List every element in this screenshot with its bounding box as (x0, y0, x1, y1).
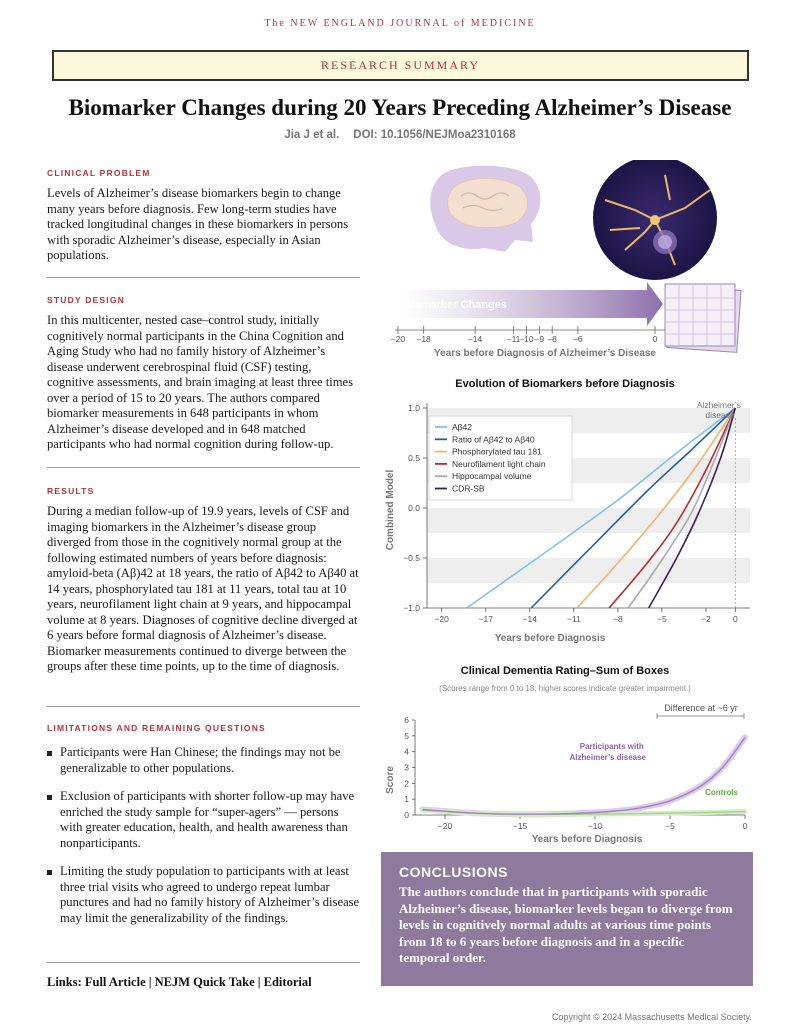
study-design-heading: STUDY DESIGN (47, 295, 126, 305)
y-axis-label: Combined Model (385, 469, 396, 551)
conclusions-box (381, 852, 753, 986)
timeline-tick-label: –9 (534, 334, 545, 344)
x-tick-label: 0 (732, 614, 738, 624)
chart-title: Clinical Dementia Rating–Sum of Boxes (460, 665, 670, 677)
y-tick-label: 0 (404, 810, 409, 820)
chart-legend (429, 416, 572, 500)
conclusions-heading: CONCLUSIONS (399, 864, 508, 880)
timeline-tick-label: –18 (416, 334, 431, 344)
chart-title: Evolution of Biomarkers before Diagnosis (455, 378, 675, 390)
y-tick-label: 2 (404, 778, 409, 789)
clinical-problem-text: Levels of Alzheimer’s disease biomarkers begin to change many years before diagnosis. Few long-term studies have tracked longitudinal changes in these biomarkers in persons with sporadic Alzheimer’s disease, especially in Asian populations. (47, 186, 349, 262)
y-tick-label: 3 (404, 762, 409, 773)
journal-masthead: The NEW ENGLAND JOURNAL of MEDICINE (264, 18, 536, 29)
x-tick-label: −2 (701, 614, 711, 624)
difference-label: Difference at ~6 yr (664, 703, 738, 713)
x-tick-label: −14 (522, 614, 537, 624)
x-tick-label: −5 (657, 614, 667, 624)
y-tick-label: 1 (404, 794, 409, 805)
doi-link[interactable]: DOI: 10.1056/NEJMoa2310168 (353, 129, 516, 141)
clinical-problem-heading: CLINICAL PROBLEM (47, 168, 151, 178)
calendar-icon (665, 284, 741, 352)
annotation-line-1: Alzheimer’s (696, 400, 741, 410)
clinical-problem-section (47, 168, 360, 264)
x-tick-label: −11 (566, 614, 581, 624)
neuron-illustration (593, 160, 717, 280)
x-tick-label: −15 (512, 821, 528, 831)
series-label-controls: Controls (705, 788, 738, 797)
timeline-tick-label: –20 (390, 334, 406, 344)
section-divider (47, 467, 360, 468)
legend-label: Phosphorylated tau 181 (452, 446, 542, 457)
series-label-ad (570, 742, 647, 762)
limitation-item: Participants were Han Chinese; the findings may not be generalizable to other populations. (47, 745, 360, 776)
legend-label: Aβ42 (452, 422, 473, 432)
x-tick-label: −20 (434, 614, 449, 624)
annotation-line-2: disease (705, 410, 735, 420)
y-tick-label: 6 (404, 715, 409, 725)
chart-subtitle: (Scores range from 0 to 18; higher scores indicate greater impairment.) (439, 684, 691, 693)
x-tick-label: −5 (665, 821, 675, 831)
section-divider (47, 277, 360, 278)
limitation-item: Exclusion of participants with shorter follow-up may have enriched the study sample for “super-agers” — persons with greater education, health, and health awareness than nonparticipants. (47, 789, 360, 851)
timeline-axis-label: Years before Diagnosis of Alzheimer’s Disease (434, 348, 656, 359)
legend-label: Neurofilament light chain (452, 458, 546, 469)
y-tick-label: 1.0 (408, 403, 420, 413)
page-title: Biomarker Changes during 20 Years Preceding Alzheimer’s Disease (68, 95, 732, 120)
research-summary-banner: RESEARCH SUMMARY (52, 50, 749, 81)
y-tick-label: −1.0 (403, 603, 420, 613)
legend-label: CDR-SB (452, 483, 485, 494)
difference-bracket (657, 703, 744, 719)
x-axis-label: Years before Diagnosis (531, 834, 643, 845)
results-text: During a median follow-up of 19.9 years, levels of CSF and imaging biomarkers in the Alzheimer’s disease group diverged from those in the cognitively normal group at the following estimated numbers of years before diagnosis: amyloid-beta (Aβ)42 at 18 years, the ratio of Aβ42 to Aβ40 at 14 years, phosphorylated tau 181 at 11 years, total tau at 10 years, neurofilament light chain at 9 years, and hippocampal volume at 8 years. Diagnoses of cognitive decline diverged at 6 years before formal diagnosis of Alzheimer’s disease. Biomarker measurements continued to diverge between the groups after these time points, up to the time of diagnosis. (47, 504, 359, 673)
section-divider (47, 706, 360, 707)
series-label-ad-line-2: Alzheimer’s disease (569, 753, 646, 762)
timeline-tick-label: –8 (547, 334, 557, 344)
study-design-section (47, 295, 360, 453)
byline (0, 129, 800, 141)
timeline-tick-label: –10 (519, 334, 534, 344)
article-links[interactable]: Links: Full Article | NEJM Quick Take | Editorial (47, 975, 312, 989)
timeline-graphic (391, 282, 741, 359)
study-design-text: In this multicenter, nested case–control study, initially cognitively normal participants in the China Cognition and Aging Study who had no family history of Alzheimer’s disease underwent cerebrospinal fluid (CSF) testing, cognitive assessments, and brain imaging at least three times over a period of 15 to 20 years. The authors compared biomarker measurements in 648 participants in whom Alzheimer’s disease developed and in 648 matched participants who had normal cognition during follow-up. (47, 313, 354, 451)
limitations-list (47, 745, 360, 926)
y-tick-label: −0.5 (403, 553, 420, 563)
results-section (47, 486, 360, 675)
grid-band (427, 508, 750, 533)
timeline-tick-label: –11 (506, 334, 521, 344)
y-axis-label: Score (385, 766, 396, 794)
x-tick-label: −8 (613, 614, 623, 624)
x-tick-label: −10 (587, 821, 603, 831)
timeline-tick-label: –14 (468, 334, 483, 344)
y-tick-label: 0.0 (408, 503, 420, 513)
x-tick-label: −20 (437, 821, 453, 831)
series-label-ad-line-1: Participants with (579, 742, 644, 751)
y-tick-label: 4 (404, 746, 409, 757)
timeline-tick-label: 0 (652, 334, 658, 344)
y-tick-label: 0.5 (408, 453, 420, 463)
grid-band (427, 558, 750, 583)
conclusions-text: The authors conclude that in participants with sporadic Alzheimer’s disease, biomarker levels began to diverge from levels in cognitively normal adults at various time points from 18 to 6 years before diagnosis and in a specific temporal order. (399, 884, 733, 965)
limitations-section (47, 723, 360, 939)
authors: Jia J et al. (284, 129, 340, 141)
limitations-heading: LIMITATIONS AND REMAINING QUESTIONS (47, 723, 266, 733)
figure-panel (365, 160, 765, 850)
copyright: Copyright © 2024 Massachusetts Medical Society. (551, 1012, 752, 1022)
x-tick-label: 0 (742, 821, 748, 831)
y-tick-label: 5 (404, 730, 409, 741)
x-axis-label: Years before Diagnosis (494, 633, 606, 644)
section-divider (47, 962, 360, 963)
results-heading: RESULTS (47, 486, 95, 496)
legend-label: Ratio of Aβ42 to Aβ40 (452, 434, 535, 445)
timeline-tick-label: –6 (573, 334, 583, 344)
limitation-item: Limiting the study population to participants with at least three trial visits who agreed to undergo repeat lumbar punctures and had no family history of Alzheimer’s disease may limit the generalizability of the findings. (47, 864, 360, 926)
brain-illustration (430, 166, 540, 252)
timeline-label: Biomarker Changes (403, 299, 507, 311)
legend-label: Hippocampal volume (452, 471, 532, 482)
x-tick-label: −17 (478, 614, 493, 624)
